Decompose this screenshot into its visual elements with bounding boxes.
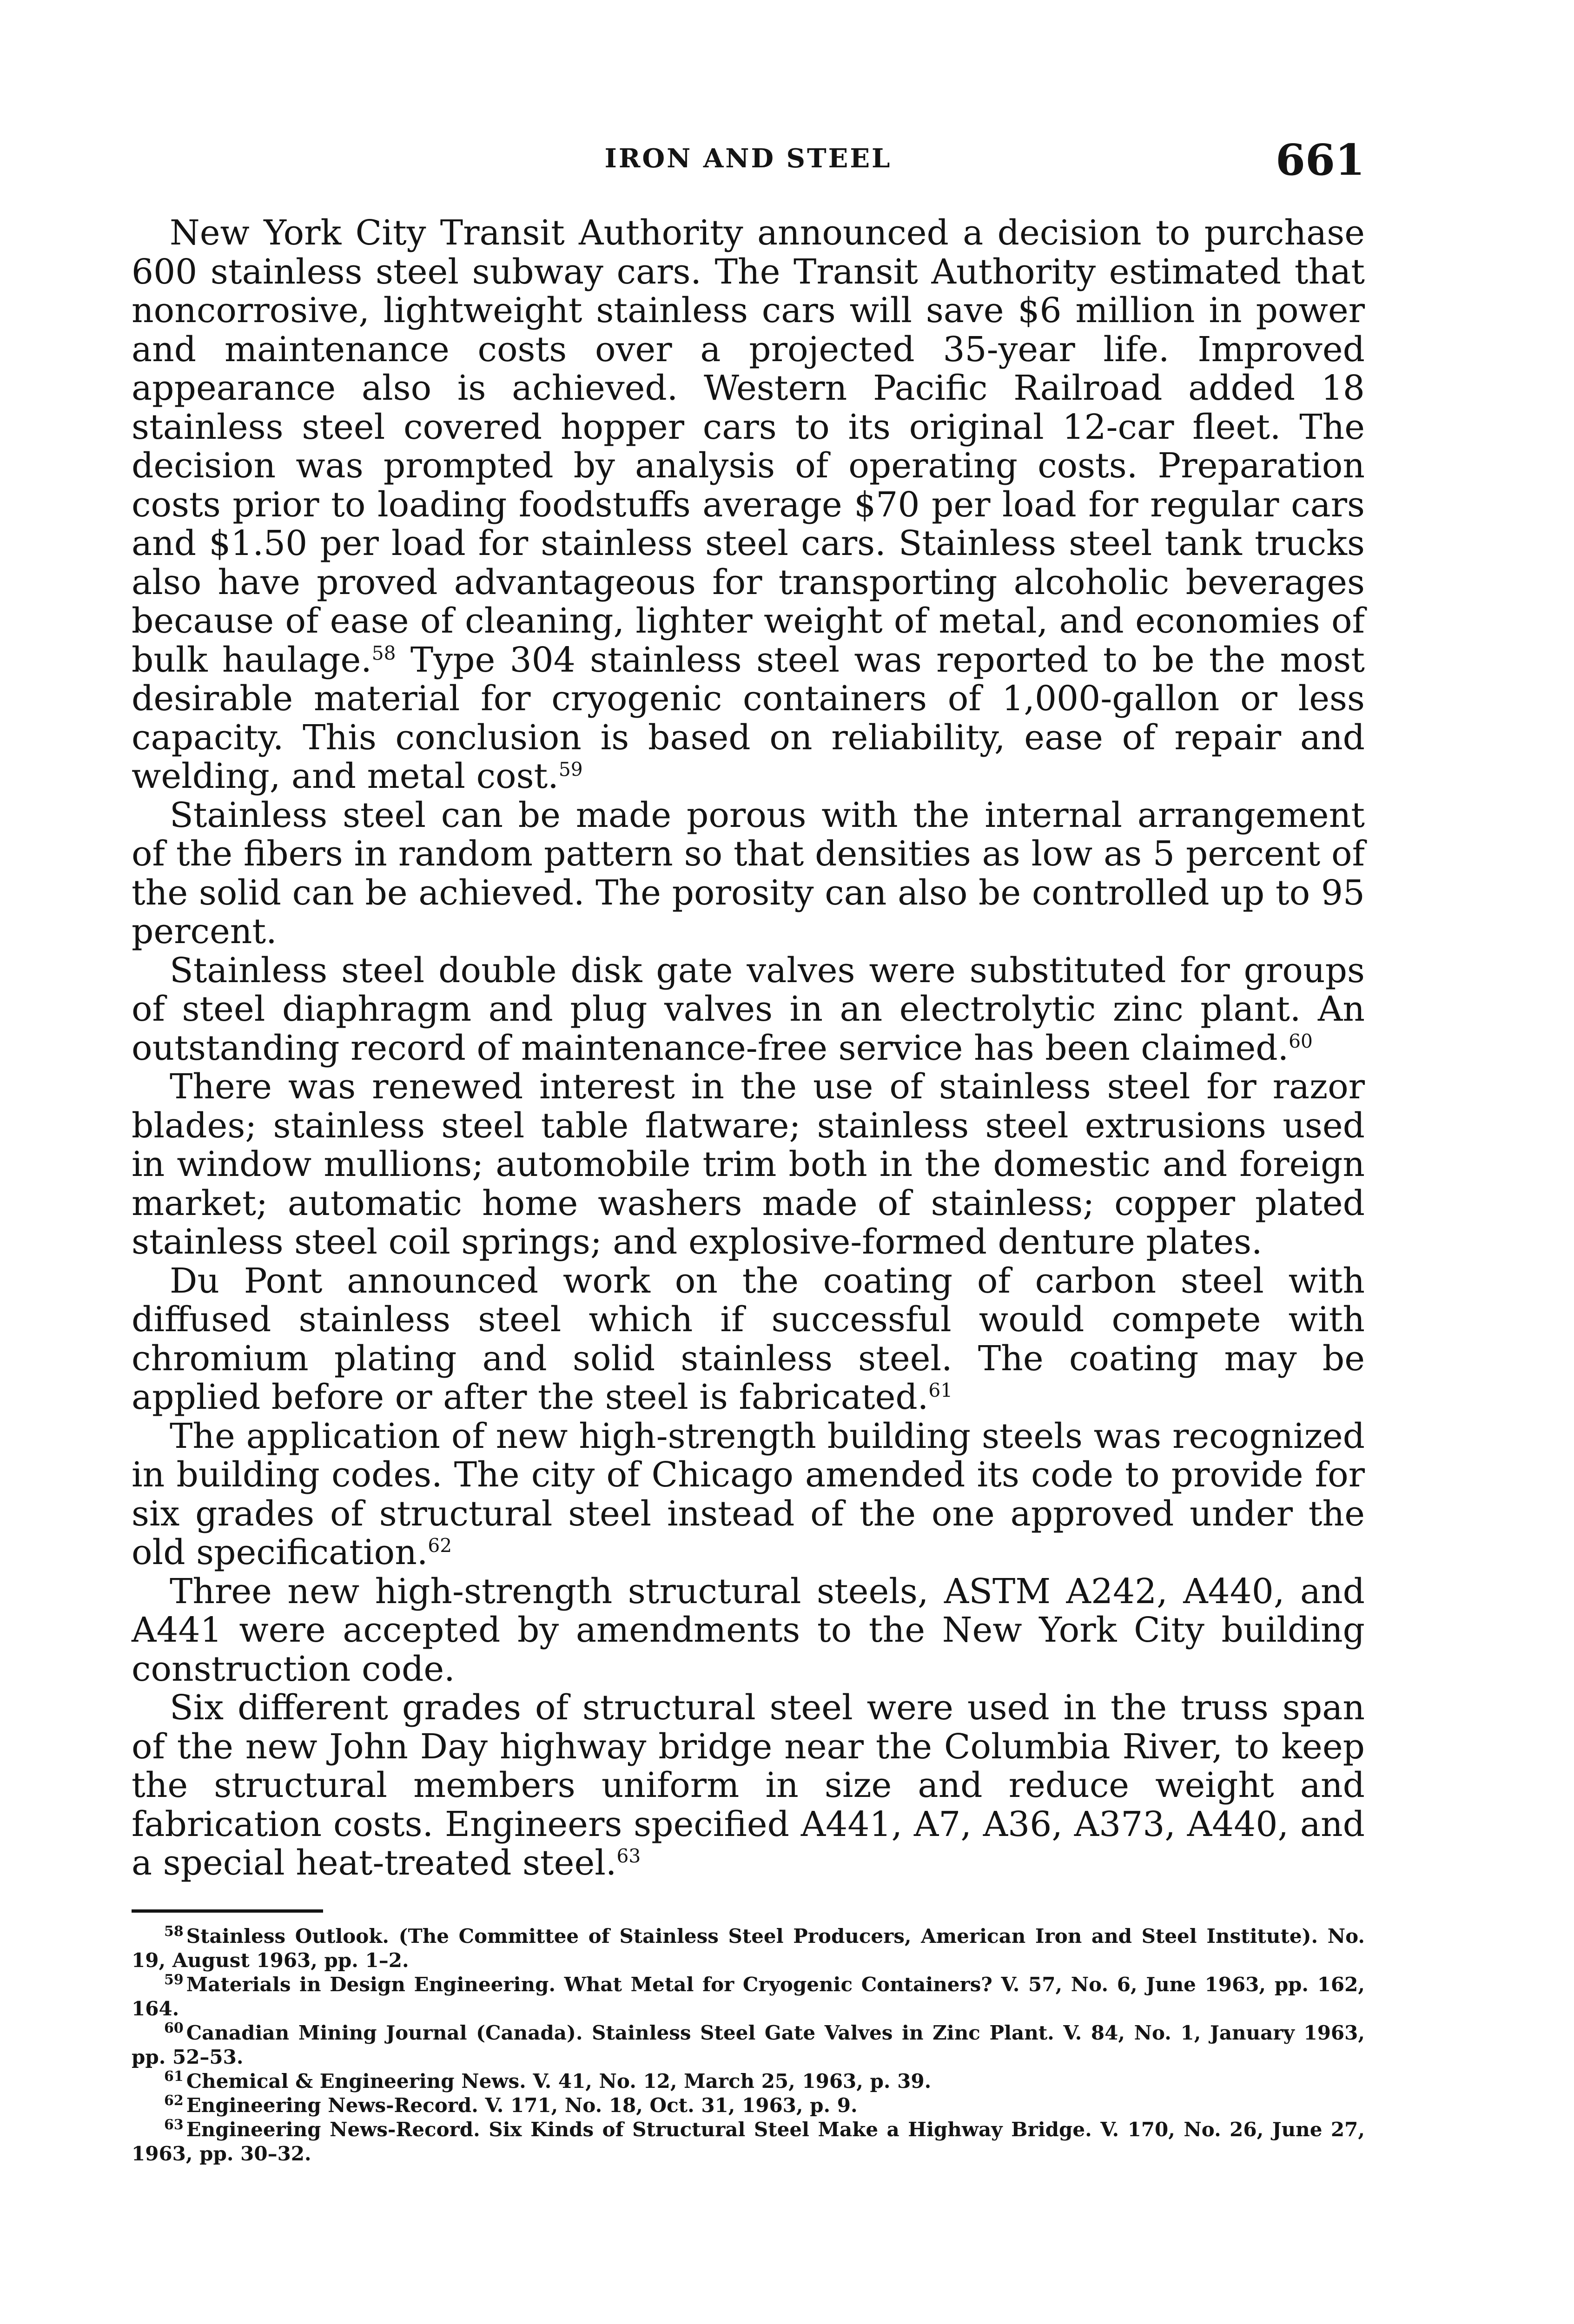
paragraph-astm-steels [132,1572,1365,1689]
footnote-item [132,1924,1365,1973]
paragraph-text-continued: Type 304 stainless steel was reported to be the most desirable material for cryogenic containers of 1,000-gallon or less capacity. This conclusion is based on reliability, ease of repair and welding, and metal cost. [132,640,1365,796]
footnote-item [132,1973,1365,2021]
paragraph-text: Stainless steel double disk gate valves were substituted for groups of steel diaphragm and plug valves in an electrolytic zinc plant. An outstanding record of maintenance-free service has been claimed. [132,950,1365,1068]
running-title: IRON AND STEEL [604,143,892,174]
footnote-text: Engineering News-Record. V. 171, No. 18, Oct. 31, 1963, p. 9. [186,2094,858,2117]
footnote-ref: 62 [428,1534,452,1557]
paragraph-text: Stainless steel can be made porous with the internal arrangement of the fibers in random pattern so that densities as low as 5 percent of the solid can be achieved. The porosity can also be controlled up to 95 percent. [132,795,1365,951]
footnote-number: 63 [164,2117,184,2133]
paragraph-transit-cars [132,214,1365,796]
footnote-ref: 58 [371,641,396,664]
footnote-ref: 59 [558,758,583,781]
paragraph-text: Six different grades of structural steel were used in the truss span of the new John Day highway bridge near the Columbia River, to keep the structural members uniform in size and reduce weight and fabrication costs. Engineers specified A441, A7, A36, A373, A440, and a special heat-treated steel. [132,1688,1365,1883]
footnote-number: 60 [164,2020,184,2036]
footnote-text: Materials in Design Engineering. What Metal for Cryogenic Containers? V. 57, No. 6, June 1963, pp. 162, 164. [132,1973,1365,2020]
paragraph-text: The application of new high-strength building steels was recognized in building codes. The city of Chicago amended its code to provide for six grades of structural steel instead of the one approved under the old specification. [132,1416,1365,1572]
footnote-number: 61 [164,2068,184,2085]
footnote-text: Canadian Mining Journal (Canada). Stainless Steel Gate Valves in Zinc Plant. V. 84, No. 1, January 1963, pp. 52–53. [132,2021,1365,2068]
footnote-number: 58 [164,1923,184,1940]
footnote-item [132,2069,1365,2093]
body-text [132,214,1365,1883]
footnote-divider [132,1909,323,1913]
footnote-ref: 60 [1289,1030,1313,1052]
footnote-number: 62 [164,2093,184,2109]
paragraph-text: Three new high-strength structural steels, ASTM A242, A440, and A441 were accepted by amendments to the New York City building construction code. [132,1571,1365,1689]
paragraph-john-day-bridge [132,1689,1365,1883]
footnote-ref: 63 [616,1845,641,1868]
paragraph-renewed-interest [132,1068,1365,1262]
footnote-ref: 61 [928,1379,953,1402]
running-header [132,135,1365,186]
footnote-text: Stainless Outlook. (The Committee of Stainless Steel Producers, American Iron and Steel Institute). No. 19, August 1963, pp. 1–2. [132,1925,1365,1972]
paragraph-du-pont [132,1262,1365,1417]
paragraph-text: There was renewed interest in the use of stainless steel for razor blades; stainless steel table flatware; stainless steel extrusions used in window mullions; automobile trim both in the domestic and foreign market; automatic home washers made of stainless; copper plated stainless steel coil springs; and explosive-formed denture plates. [132,1067,1365,1262]
footnote-item [132,2021,1365,2069]
footnote-item [132,2093,1365,2118]
paragraph-porous-steel [132,796,1365,951]
paragraph-text: New York City Transit Authority announced a decision to purchase 600 stainless steel subway cars. The Transit Authority estimated that noncorrosive, lightweight stainless cars will save $6 million in power and maintenance costs over a projected 35-year life. Improved appearance also is achieved. Western Pacific Railroad added 18 stainless steel covered hopper cars to its original 12-car fleet. The decision was prompted by analysis of operating costs. Preparation costs prior to loading foodstuffs average $70 per load for regular cars and $1.50 per load for stainless steel cars. Stainless steel tank trucks also have proved advantageous for transporting alcoholic beverages because of ease of cleaning, lighter weight of metal, and economies of bulk haulage. [132,213,1365,680]
paragraph-building-codes [132,1417,1365,1572]
footnotes [132,1924,1365,2166]
footnote-item [132,2118,1365,2166]
page-number: 661 [1275,135,1365,185]
footnote-text: Chemical & Engineering News. V. 41, No. 12, March 25, 1963, p. 39. [186,2070,932,2093]
paragraph-text: Du Pont announced work on the coating of carbon steel with diffused stainless steel which if successful would compete with chromium plating and solid stainless steel. The coating may be applied before or after the steel is fabricated. [132,1261,1365,1417]
footnote-text: Engineering News-Record. Six Kinds of Structural Steel Make a Highway Bridge. V. 170, No. 26, June 27, 1963, pp. 30–32. [132,2118,1365,2165]
footnote-number: 59 [164,1972,184,1988]
paragraph-gate-valves [132,951,1365,1068]
